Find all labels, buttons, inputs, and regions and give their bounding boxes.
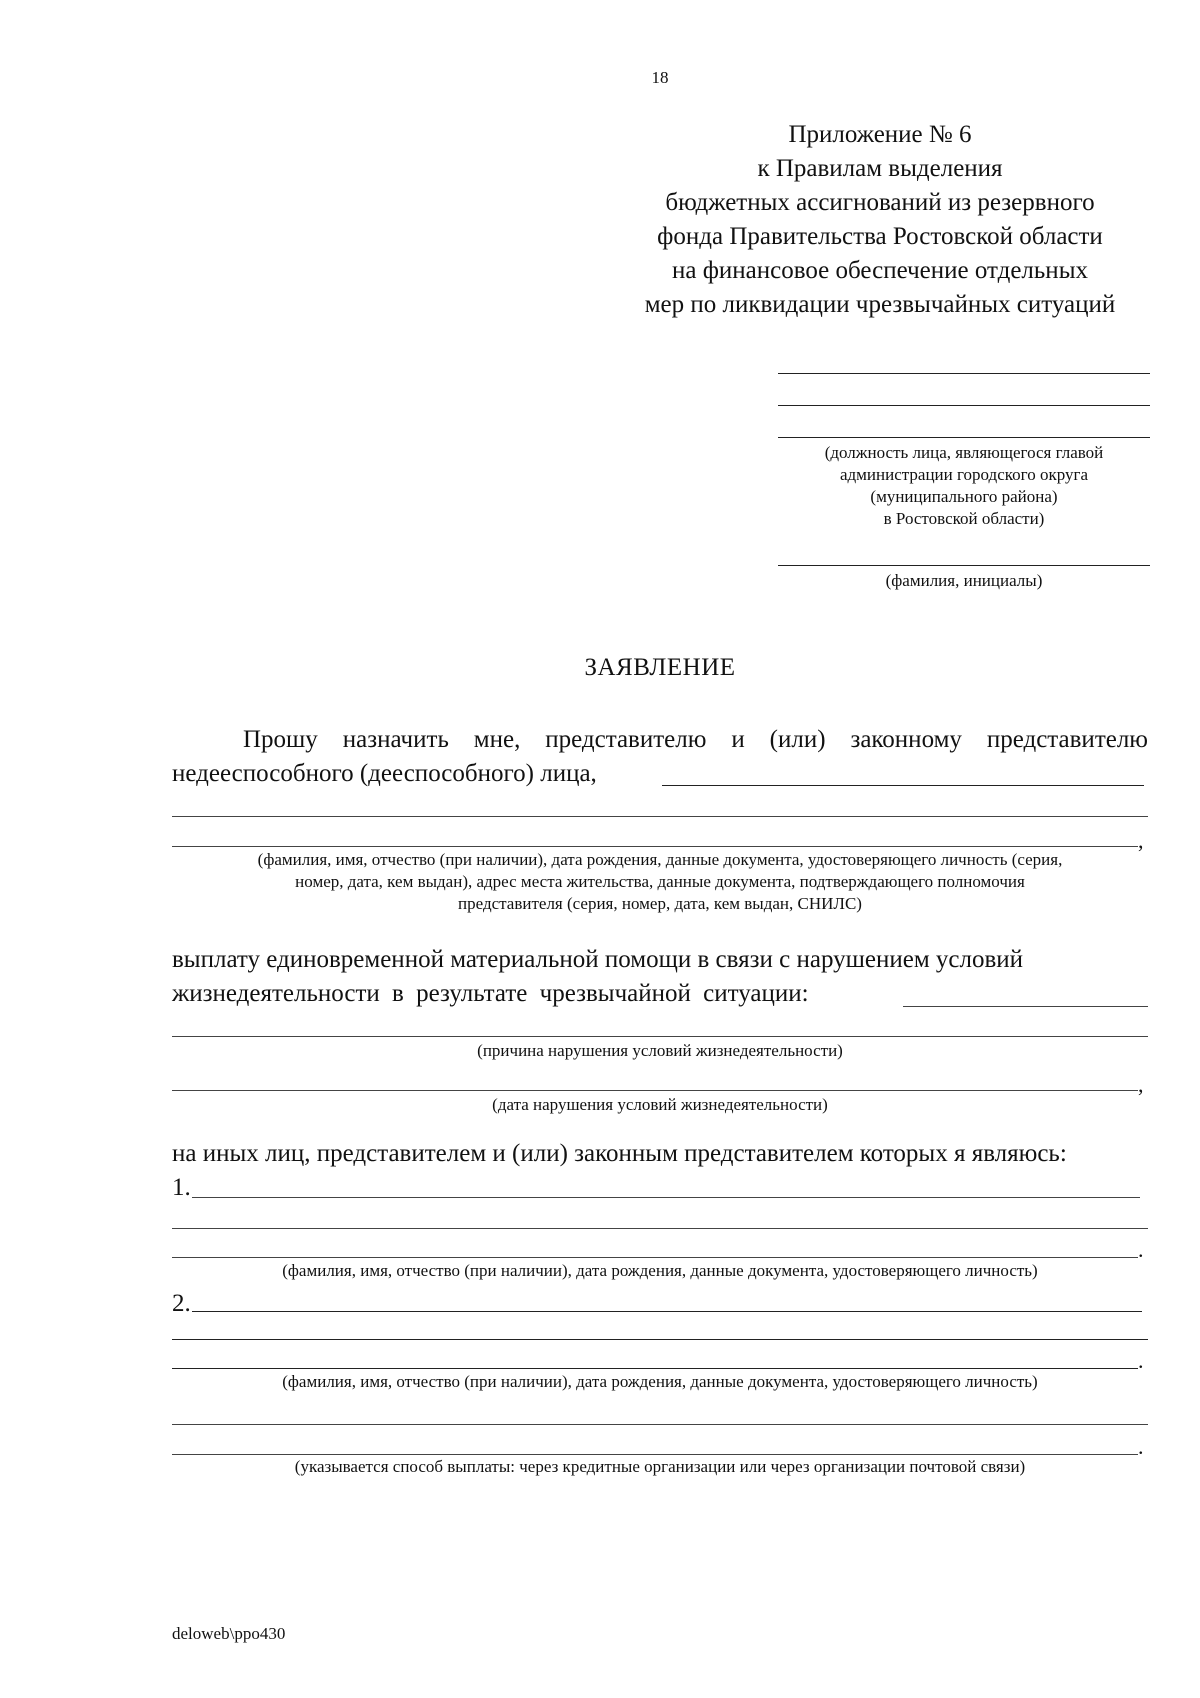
payment-line-2: жизнедеятельности в результате чрезвычайной ситуации:: [172, 980, 809, 1007]
request-line-1: Прошу назначить мне, представителю и (или) законному представителю: [243, 726, 1148, 753]
addressee-position-field-2[interactable]: [778, 405, 1150, 406]
trailing-comma: ,: [1138, 1072, 1144, 1097]
request-line-2: недееспособного (дееспособного) лица,: [172, 760, 597, 787]
applicant-note: [172, 849, 1148, 915]
applicant-field-2[interactable]: [172, 816, 1148, 817]
item-2-number: 2.: [172, 1290, 191, 1317]
trailing-comma: ,: [1138, 828, 1144, 853]
trailing-period: .: [1138, 1237, 1144, 1262]
item-1-note: (фамилия, имя, отчество (при наличии), дата рождения, данные документа, удостоверяющего личность): [282, 1261, 1038, 1280]
addressee-name-note: (фамилия, инициалы): [885, 571, 1043, 590]
appendix-line: к Правилам выделения: [757, 155, 1003, 182]
trailing-period: .: [1138, 1434, 1144, 1459]
addressee-position-note: [778, 442, 1150, 530]
trailing-period: .: [1138, 1348, 1144, 1373]
reason-field-1[interactable]: [903, 1006, 1148, 1007]
appendix-header: [600, 118, 1160, 322]
payment-line-1: выплату единовременной материальной помощи в связи с нарушением условий: [172, 946, 1024, 973]
page-number: 18: [651, 68, 669, 87]
document-title: ЗАЯВЛЕНИЕ: [584, 654, 736, 681]
applicant-field-1[interactable]: [662, 785, 1144, 786]
appendix-line: на финансовое обеспечение отдельных: [671, 257, 1088, 284]
note-line: (фамилия, имя, отчество (при наличии), дата рождения, данные документа, удостоверяющего личность (серия,: [257, 850, 1063, 869]
addressee-position-field-3[interactable]: [778, 437, 1150, 438]
item-2-field-2[interactable]: [172, 1339, 1148, 1340]
appendix-line: мер по ликвидации чрезвычайных ситуаций: [644, 291, 1116, 318]
item-1-number: 1.: [172, 1174, 191, 1201]
reason-field-2[interactable]: [172, 1036, 1148, 1037]
method-field-2[interactable]: [172, 1454, 1138, 1455]
others-intro: на иных лиц, представителем и (или) законным представителем которых я являюсь:: [172, 1140, 1067, 1167]
method-note: (указывается способ выплаты: через кредитные организации или через организации почтовой связи): [294, 1457, 1026, 1476]
reason-note: (причина нарушения условий жизнедеятельности): [477, 1041, 843, 1060]
item-2-field-3[interactable]: [172, 1368, 1138, 1369]
date-field[interactable]: [172, 1090, 1138, 1091]
date-note: (дата нарушения условий жизнедеятельности): [492, 1095, 828, 1114]
appendix-line: Приложение № 6: [788, 121, 972, 148]
note-line: (муниципального района): [870, 487, 1058, 506]
item-2-field-1[interactable]: [192, 1311, 1142, 1312]
addressee-name-field[interactable]: [778, 565, 1150, 566]
note-line: администрации городского округа: [839, 465, 1089, 484]
item-1-field-3[interactable]: [172, 1257, 1138, 1258]
note-line: представителя (серия, номер, дата, кем выдан, СНИЛС): [458, 894, 862, 913]
note-line: в Ростовской области): [883, 509, 1045, 528]
note-line: номер, дата, кем выдан), адрес места жительства, данные документа, подтверждающего полномочия: [295, 872, 1025, 891]
item-1-field-2[interactable]: [172, 1228, 1148, 1229]
applicant-field-3[interactable]: [172, 846, 1138, 847]
appendix-line: фонда Правительства Ростовской области: [657, 223, 1103, 250]
item-1-field-1[interactable]: [192, 1197, 1140, 1198]
footer-code: deloweb\ppo430: [172, 1624, 286, 1643]
item-2-note: (фамилия, имя, отчество (при наличии), дата рождения, данные документа, удостоверяющего личность): [282, 1372, 1038, 1391]
addressee-position-field-1[interactable]: [778, 373, 1150, 374]
appendix-line: бюджетных ассигнований из резервного: [665, 189, 1095, 216]
note-line: (должность лица, являющегося главой: [824, 443, 1104, 462]
method-field-1[interactable]: [172, 1424, 1148, 1425]
